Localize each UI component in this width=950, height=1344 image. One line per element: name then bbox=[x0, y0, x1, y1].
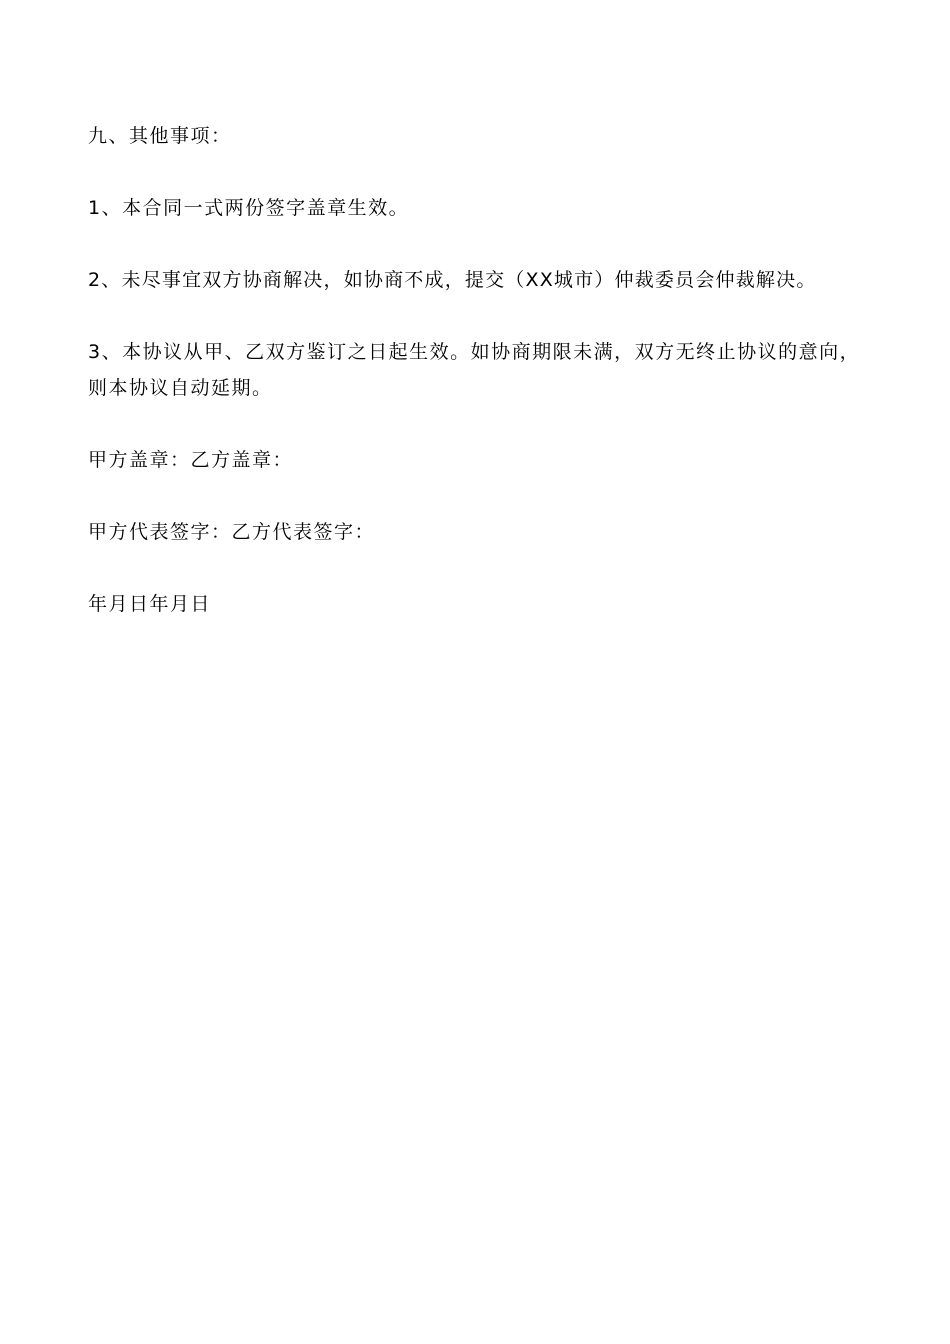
signature-line: 甲方代表签字：乙方代表签字： bbox=[88, 521, 376, 543]
clause-1: 1、本合同一式两份签字盖章生效。 bbox=[88, 197, 410, 219]
clause-2: 2、未尽事宜双方协商解决，如协商不成，提交（XX城市）仲裁委员会仲裁解决。 bbox=[88, 269, 817, 291]
clause-3: 3、本协议从甲、乙双方鉴订之日起生效。如协商期限未满，双方无终止协议的意向，则本协议自动延期。 bbox=[88, 341, 861, 399]
section-heading: 九、其他事项： bbox=[88, 125, 232, 147]
date-line: 年月日年月日 bbox=[88, 593, 212, 615]
document-body bbox=[88, 118, 878, 658]
seal-line: 甲方盖章：乙方盖章： bbox=[88, 449, 294, 471]
